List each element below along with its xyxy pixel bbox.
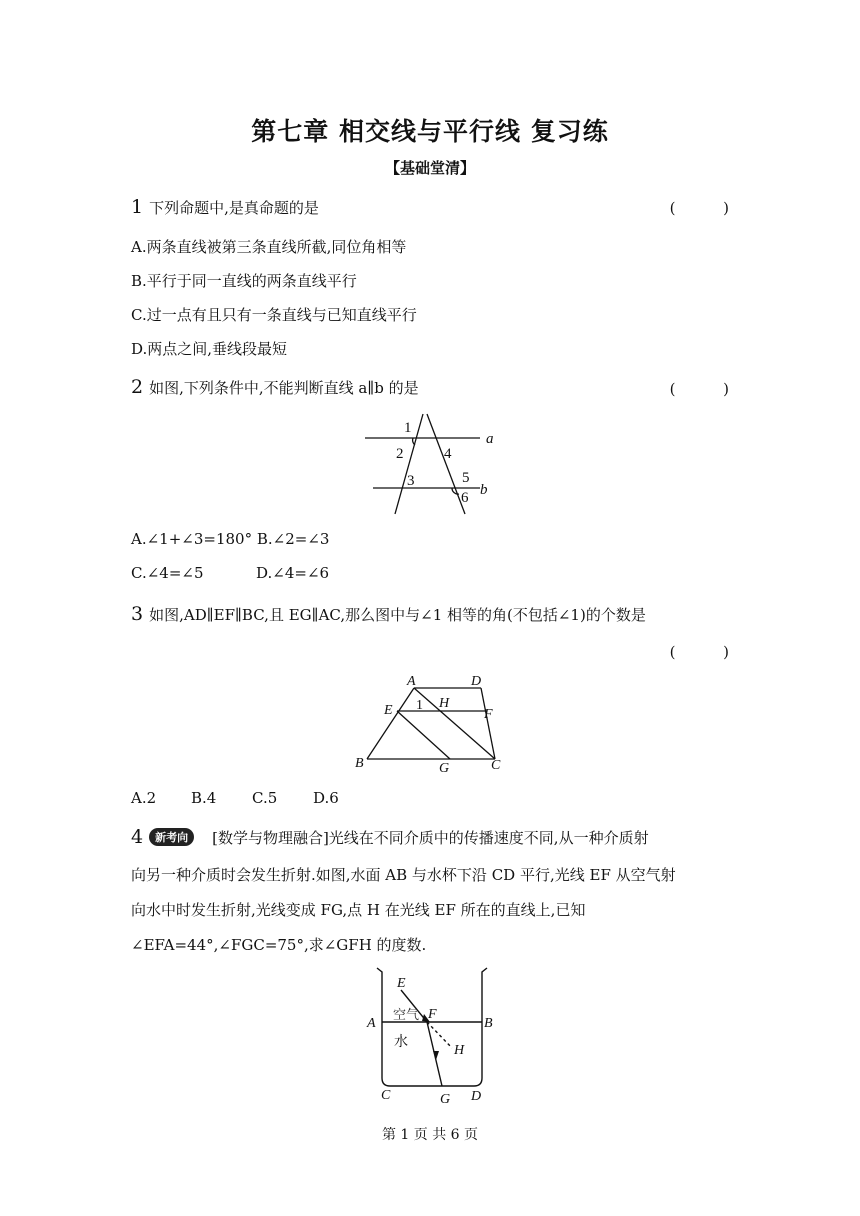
label-H: H bbox=[439, 696, 450, 711]
label-air: 空气 bbox=[393, 1007, 420, 1022]
question-text: 如图,AD∥EF∥BC,且 EG∥AC,那么图中与∠1 相等的角(不包括∠1)的个数是 bbox=[149, 606, 646, 624]
label-water: 水 bbox=[394, 1035, 408, 1050]
section-heading: 【基础堂清】 bbox=[384, 159, 475, 177]
segment-eg bbox=[397, 711, 450, 759]
q1-option-a: A.两条直线被第三条直线所截,同位角相等 bbox=[131, 238, 407, 256]
label-3: 3 bbox=[407, 473, 415, 489]
label-F: F bbox=[428, 1007, 437, 1022]
label-2: 2 bbox=[396, 446, 404, 462]
question-text: 下列命题中,是真命题的是 bbox=[149, 199, 319, 217]
label-A: A bbox=[367, 1016, 376, 1031]
label-E: E bbox=[384, 703, 393, 718]
q1-option-d: D.两点之间,垂线段最短 bbox=[131, 340, 288, 358]
q3-figure bbox=[350, 670, 510, 778]
label-B: B bbox=[484, 1016, 493, 1031]
label-a: a bbox=[486, 431, 494, 447]
answer-paren: ( ) bbox=[669, 199, 729, 217]
q4-figure bbox=[360, 966, 500, 1112]
q2-option-d: D.∠4=∠6 bbox=[256, 564, 330, 582]
question-text-line: ∠EFA=44°,∠FGC=75°,求∠GFH 的度数. bbox=[131, 936, 427, 954]
q2-option-c: C.∠4=∠5 bbox=[131, 564, 204, 582]
question-text-line: 向水中时发生折射,光线变成 FG,点 H 在光线 EF 所在的直线上,已知 bbox=[131, 901, 586, 919]
label-5: 5 bbox=[462, 470, 470, 486]
page-footer: 第 1 页 共 6 页 bbox=[381, 1127, 479, 1143]
question-text-line: 向另一种介质时会发生折射.如图,水面 AB 与水杯下沿 CD 平行,光线 EF 从空气射 bbox=[131, 866, 676, 884]
new-trend-badge: 新考向 bbox=[149, 828, 194, 846]
label-4: 4 bbox=[444, 446, 452, 462]
q2-figure bbox=[355, 408, 505, 520]
question-number: 4 bbox=[131, 826, 144, 848]
question-text-line: [数学与物理融合]光线在不同介质中的传播速度不同,从一种介质射 bbox=[212, 829, 649, 847]
label-E: E bbox=[397, 976, 406, 991]
label-D: D bbox=[471, 674, 482, 689]
label-B: B bbox=[355, 756, 364, 771]
question-number: 3 bbox=[131, 603, 144, 625]
question-2 bbox=[131, 376, 419, 398]
label-b: b bbox=[480, 482, 488, 498]
answer-paren: ( ) bbox=[669, 643, 729, 661]
label-G: G bbox=[439, 761, 450, 776]
label-1: 1 bbox=[404, 420, 412, 436]
q1-option-b: B.平行于同一直线的两条直线平行 bbox=[131, 272, 357, 290]
question-number: 1 bbox=[131, 196, 144, 218]
q2-options-row1: A.∠1+∠3=180° B.∠2=∠3 bbox=[131, 530, 330, 548]
label-D: D bbox=[471, 1089, 482, 1104]
label-G: G bbox=[440, 1092, 451, 1107]
label-6: 6 bbox=[461, 490, 469, 506]
q3-option-d: D.6 bbox=[313, 789, 339, 807]
label-A: A bbox=[407, 674, 416, 689]
q1-option-c: C.过一点有且只有一条直线与已知直线平行 bbox=[131, 306, 417, 324]
question-1 bbox=[131, 196, 319, 218]
label-H: H bbox=[454, 1043, 465, 1058]
label-C: C bbox=[381, 1088, 391, 1103]
page-title: 第七章 相交线与平行线 复习练 bbox=[251, 117, 609, 146]
label-1: 1 bbox=[416, 698, 423, 713]
label-C: C bbox=[491, 758, 501, 773]
transversal-right bbox=[427, 414, 465, 514]
q3-option-a: A.2 bbox=[131, 789, 157, 807]
question-text: 如图,下列条件中,不能判断直线 a∥b 的是 bbox=[149, 379, 419, 397]
question-3 bbox=[131, 603, 646, 625]
q3-option-b: B.4 bbox=[191, 789, 217, 807]
segment-ab bbox=[367, 688, 414, 759]
label-F: F bbox=[484, 707, 493, 722]
question-4 bbox=[131, 826, 649, 848]
question-number: 2 bbox=[131, 376, 144, 398]
answer-paren: ( ) bbox=[669, 380, 729, 398]
arrowhead bbox=[433, 1051, 439, 1060]
q3-option-c: C.5 bbox=[252, 789, 278, 807]
